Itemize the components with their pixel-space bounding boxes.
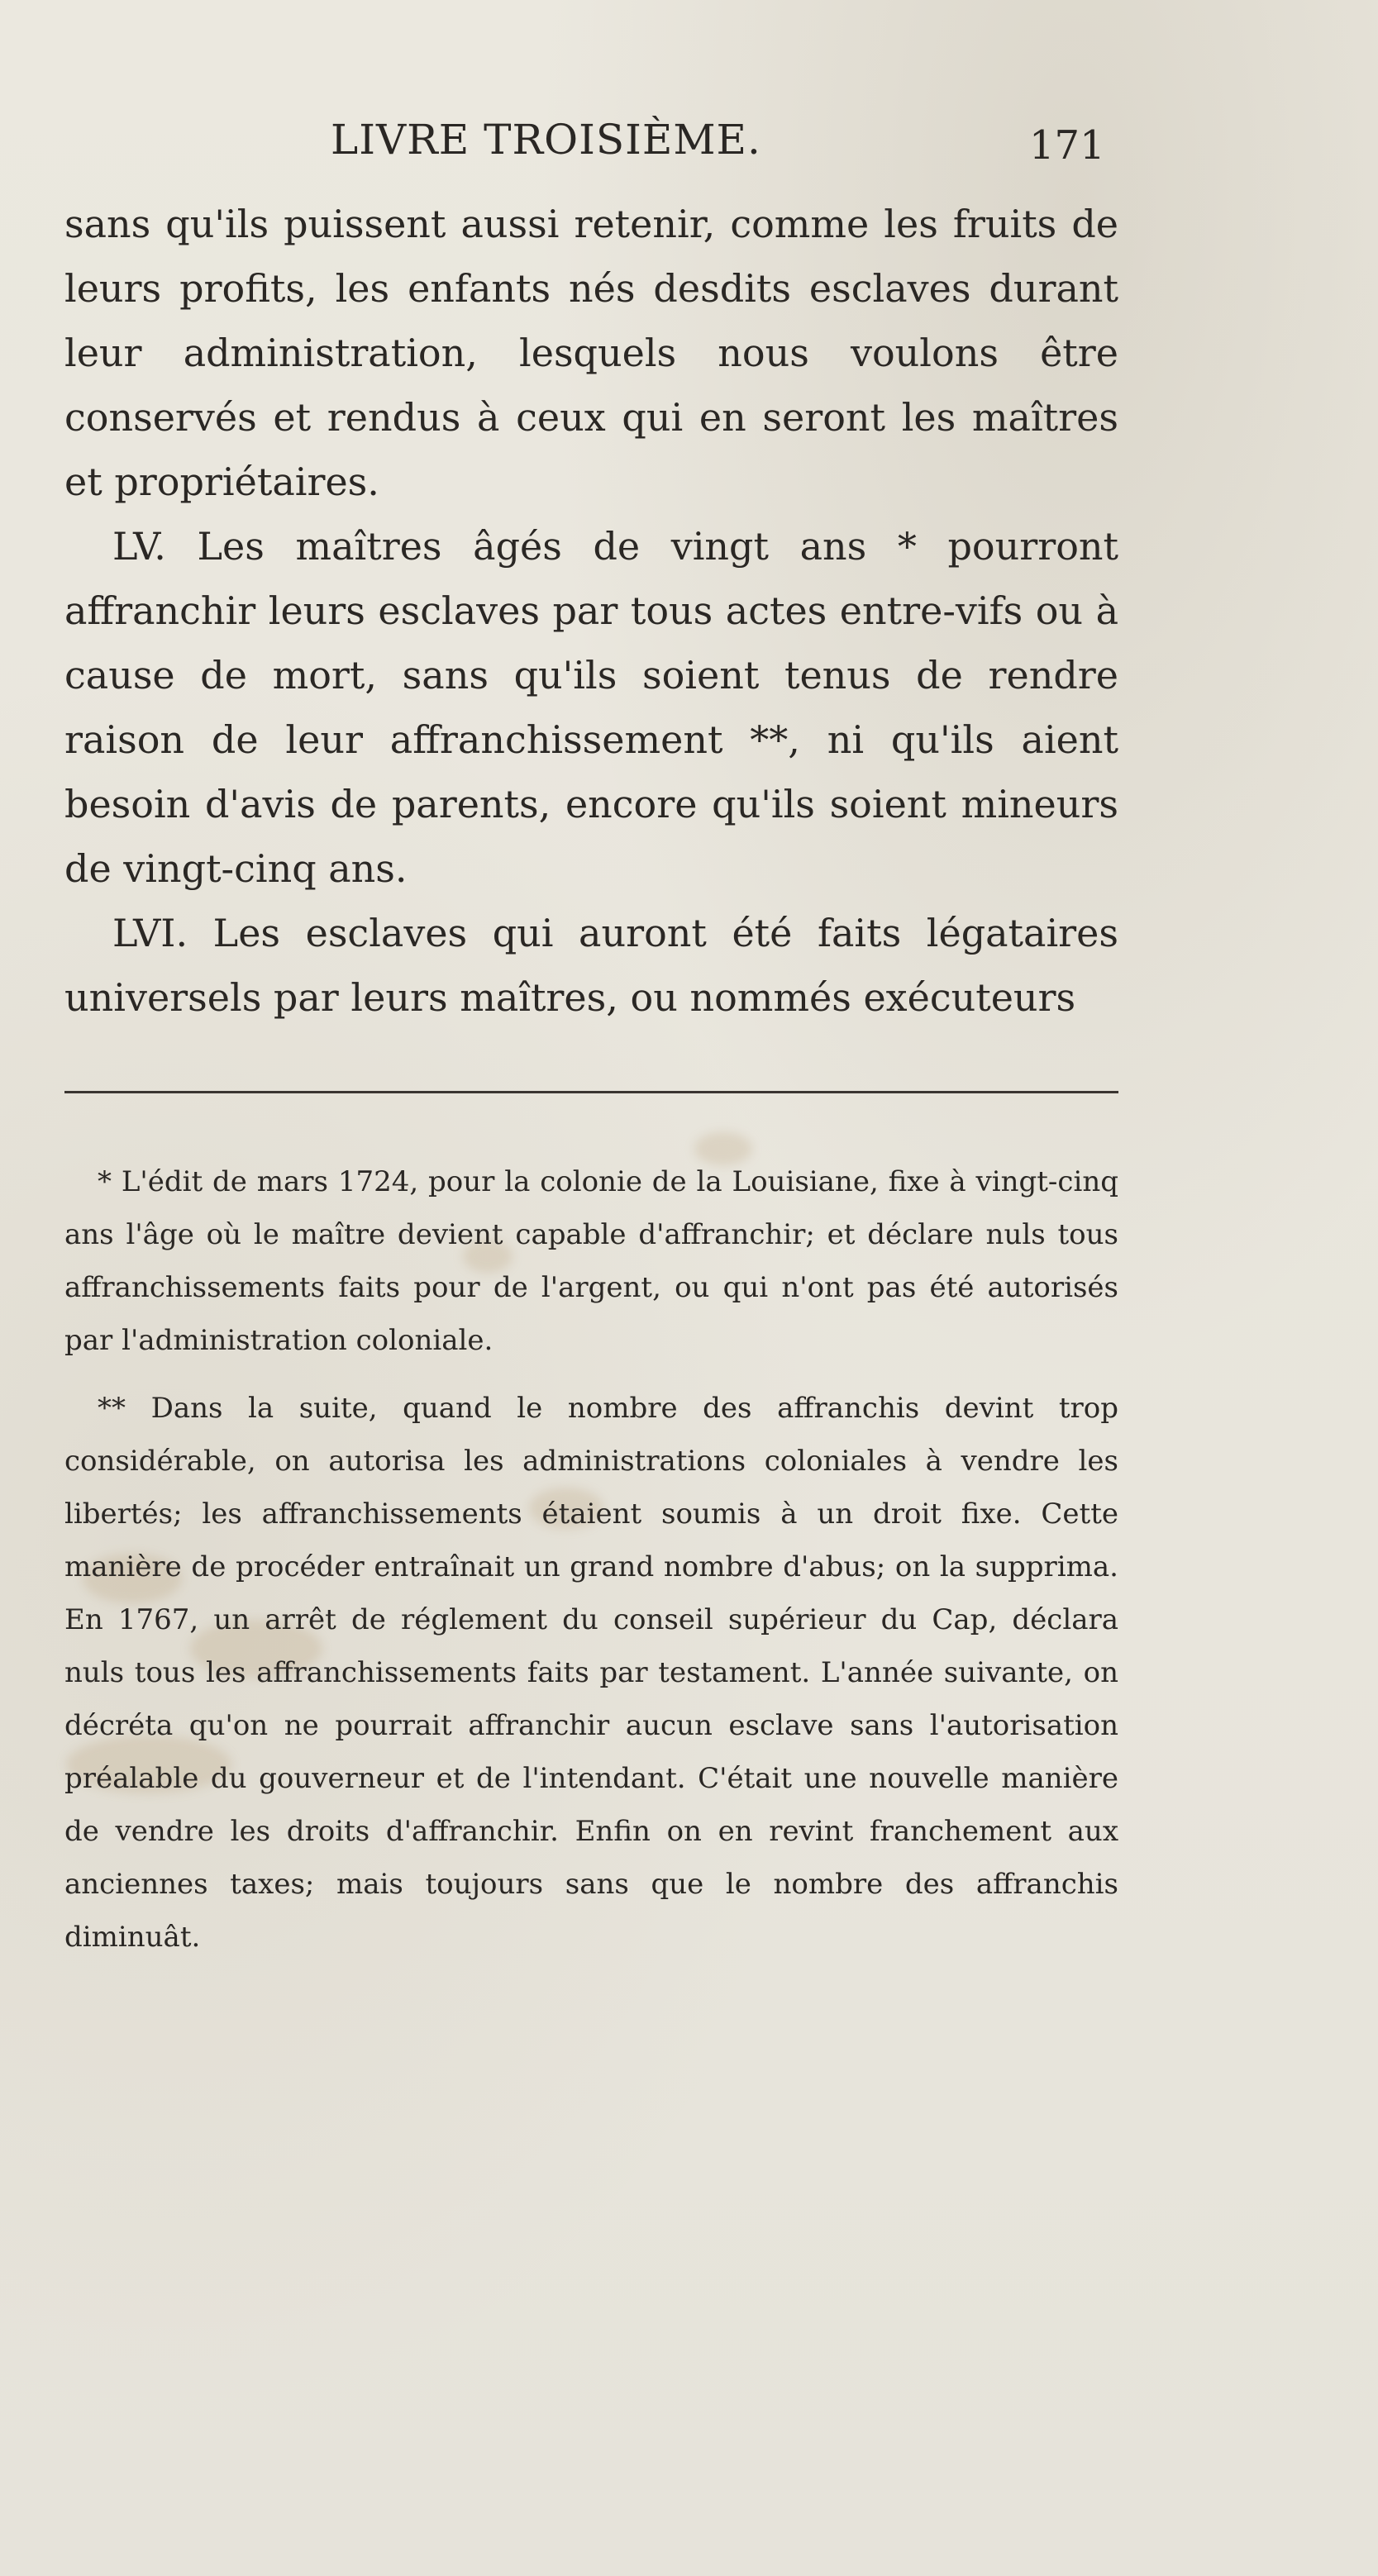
article-lvi: LVI. Les esclaves qui auront été faits légataires universels par leurs maîtres, ou nommés exécuteurs <box>64 911 1118 1020</box>
footnote-divider <box>64 1091 1118 1093</box>
body-paragraph: sans qu'ils puissent aussi retenir, comme les fruits de leurs profits, les enfants nés desdits esclaves durant leur administration, lesquels nous voulons être conservés et rendus à ceux qui en seront les maîtres et propriétaires. <box>64 202 1118 504</box>
main-text <box>64 192 1118 1030</box>
running-title: LIVRE TROISIÈME. <box>331 116 761 164</box>
article-lv: LV. Les maîtres âgés de vingt ans * pourront affranchir leurs esclaves par tous actes entre-vifs ou à cause de mort, sans qu'ils soient tenus de rendre raison de leur affranchissement **, ni qu'ils aient besoin d'avis de parents, encore qu'ils soient mineurs de vingt-cinq ans. <box>64 524 1118 891</box>
footnote: * L'édit de mars 1724, pour la colonie de la Louisiane, fixe à vingt-cinq ans l'âge où le maître devient capable d'affranchir; et déclare nuls tous affranchissements faits pour de l'argent, ou qui n'ont pas été autorisés par l'administration coloniale. <box>64 1165 1118 1357</box>
page-number: 171 <box>1029 122 1105 169</box>
footnotes <box>64 1155 1118 1978</box>
footnote: ** Dans la suite, quand le nombre des affranchis devint trop considérable, on autorisa les administrations coloniales à vendre les libertés; les affranchissements étaient soumis à un droit fixe. Cette manière de procéder entraînait un grand nombre d'abus; on la supprima. En 1767, un arrêt de réglement du conseil supérieur du Cap, déclara nuls tous les affranchissements faits par testament. L'année suivante, on décréta qu'on ne pourrait affranchir aucun esclave sans l'autorisation préalable du gouverneur et de l'intendant. C'était une nouvelle manière de vendre les droits d'affranchir. Enfin on en revint franchement aux anciennes taxes; mais toujours sans que le nombre des affranchis diminuât. <box>64 1392 1118 1954</box>
